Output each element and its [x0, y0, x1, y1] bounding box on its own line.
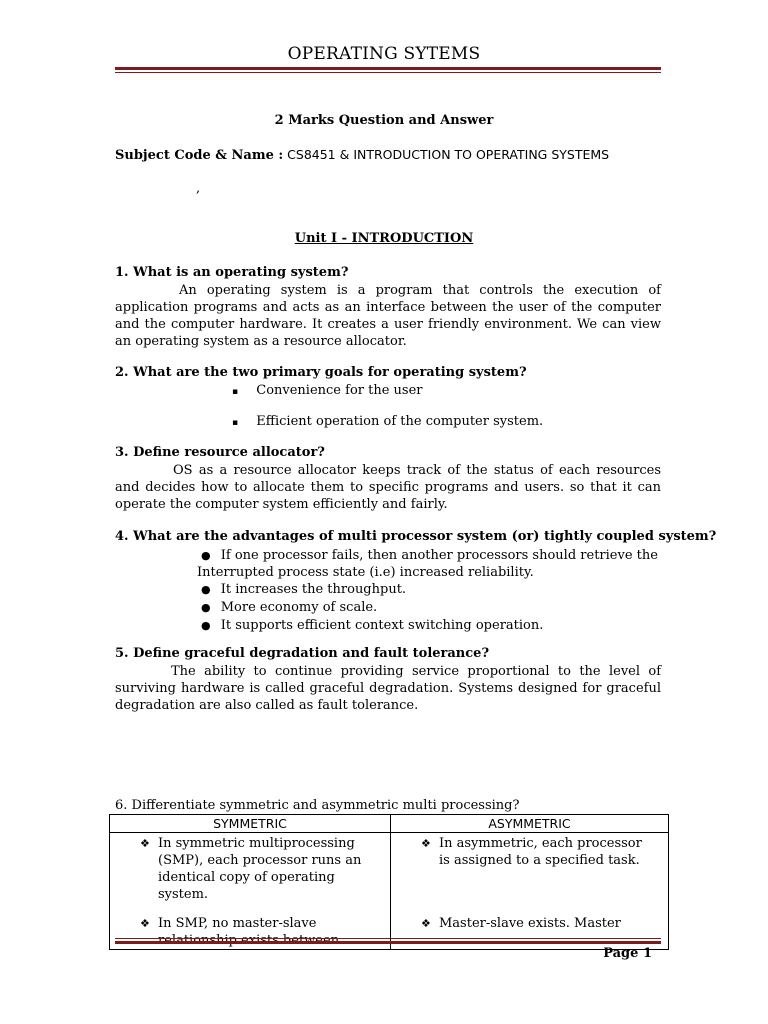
- header-rule-thin: [115, 72, 661, 73]
- diamond-bullet-icon: ❖: [140, 917, 150, 930]
- diamond-bullet-icon: ❖: [421, 837, 431, 850]
- list-item: [232, 382, 423, 401]
- diamond-bullet-icon: ❖: [140, 837, 150, 850]
- round-bullet-icon: ●: [201, 549, 211, 562]
- list-item-text: More economy of scale.: [220, 600, 378, 615]
- footer-rule-thick: [115, 941, 661, 944]
- list-item: [232, 413, 543, 432]
- stray-comma: ,: [196, 181, 201, 196]
- question-4: 4. What are the advantages of multi processor system (or) tightly coupled system?: [115, 529, 717, 544]
- table-cell-asymmetric: [391, 833, 669, 950]
- list-item-text: In asymmetric, each processor is assigned to a specified task.: [439, 836, 642, 868]
- page-title: OPERATING SYTEMS: [287, 44, 481, 64]
- table-header-row: [110, 815, 669, 833]
- list-item-text: Master-slave exists. Master: [439, 916, 621, 931]
- round-bullet-icon: ●: [201, 619, 211, 632]
- unit-heading: Unit I - INTRODUCTION: [294, 231, 474, 246]
- round-bullet-icon: ●: [201, 583, 211, 596]
- list-item: [140, 835, 390, 903]
- question-5: 5. Define graceful degradation and fault tolerance?: [115, 646, 490, 661]
- list-item-text: It increases the throughput.: [220, 582, 407, 597]
- subject-label: Subject Code & Name :: [115, 148, 284, 163]
- footer-rule-thin: [115, 938, 661, 939]
- page-number: Page 1: [603, 946, 652, 961]
- table-cell-symmetric: [110, 833, 391, 950]
- question-3: 3. Define resource allocator?: [115, 445, 325, 460]
- list-item-text: In SMP, no master-slave: [158, 916, 317, 931]
- column-header-symmetric: SYMMETRIC: [110, 815, 391, 833]
- header-rule-thick: [115, 67, 661, 70]
- list-item: [201, 581, 406, 598]
- table-row: [110, 833, 669, 950]
- square-bullet-icon: ▪: [232, 418, 239, 428]
- question-1: 1. What is an operating system?: [115, 265, 349, 280]
- answer-5: The ability to continue providing service proportional to the level of surviving hardware is called graceful degradation. Systems designed for graceful degradation are also called as fault tolerance.: [115, 664, 661, 713]
- square-bullet-icon: ▪: [232, 387, 239, 397]
- answer-3: OS as a resource allocator keeps track of the status of each resources and decides how to allocate them to specific programs and users. so that it can operate the computer system efficiently and fairly.: [115, 463, 661, 512]
- list-item: [201, 547, 658, 564]
- column-header-asymmetric: ASYMMETRIC: [391, 815, 669, 833]
- list-item-text: In symmetric multiprocessing (SMP), each processor runs an identical copy of operating system.: [158, 836, 362, 902]
- list-item: [201, 617, 543, 634]
- list-item-text: Efficient operation of the computer system.: [256, 414, 544, 429]
- list-item: [421, 915, 668, 932]
- marks-heading: 2 Marks Question and Answer: [274, 113, 494, 128]
- answer-1: An operating system is a program that controls the execution of application programs and acts as an interface between the user of the computer and the computer hardware. It creates a user friendly environment. We can view an operating system as a resource allocator.: [115, 283, 661, 349]
- list-item-continuation: Interrupted process state (i.e) increased reliability.: [197, 565, 534, 580]
- list-item-text: Convenience for the user: [256, 383, 423, 398]
- subject-value: CS8451 & INTRODUCTION TO OPERATING SYSTEMS: [283, 147, 610, 162]
- list-item: [201, 599, 377, 616]
- list-item-text: It supports efficient context switching operation.: [220, 618, 544, 633]
- subject-line: [115, 146, 609, 164]
- list-item-text: If one processor fails, then another processors should retrieve the: [220, 548, 658, 563]
- comparison-table: [109, 814, 669, 950]
- list-item: [421, 835, 668, 869]
- round-bullet-icon: ●: [201, 601, 211, 614]
- question-2: 2. What are the two primary goals for operating system?: [115, 365, 527, 380]
- question-6: 6. Differentiate symmetric and asymmetric multi processing?: [115, 798, 520, 813]
- diamond-bullet-icon: ❖: [421, 917, 431, 930]
